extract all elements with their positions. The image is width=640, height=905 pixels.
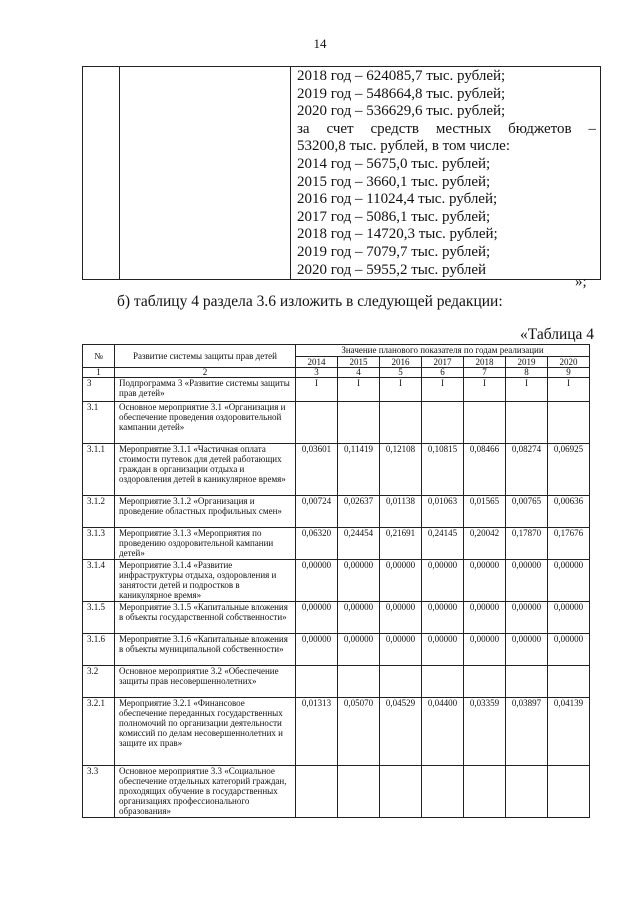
indicator-value <box>422 666 464 698</box>
indicator-value <box>422 766 464 818</box>
indicator-value: 0,00000 <box>296 560 338 602</box>
indicator-value <box>296 402 338 444</box>
row-name: Основное мероприятие 3.2 «Обеспечение защиты прав несовершеннолетних» <box>115 666 296 698</box>
funding-line: за счет средств местных бюджетов – <box>297 120 596 137</box>
funding-line: 2020 год – 536629,6 тыс. рублей; <box>297 103 506 120</box>
row-number: 3.1.5 <box>83 602 115 634</box>
indicator-value: 0,00000 <box>464 634 506 666</box>
indicator-value <box>296 766 338 818</box>
indicator-value <box>548 766 590 818</box>
indicator-value: 0,10815 <box>422 444 464 496</box>
column-index: 9 <box>548 368 590 378</box>
indicator-value <box>338 766 380 818</box>
column-index: 6 <box>422 368 464 378</box>
indicator-value: 0,00636 <box>548 496 590 528</box>
indicator-value: 0,00000 <box>338 634 380 666</box>
table-row <box>83 402 590 444</box>
indicator-value: I <box>548 378 590 402</box>
header-year: 2020 <box>548 357 590 368</box>
indicator-value: I <box>422 378 464 402</box>
indicator-value: I <box>296 378 338 402</box>
header-year: 2014 <box>296 357 338 368</box>
table-row <box>83 666 590 698</box>
row-name: Мероприятие 3.1.5 «Капитальные вложения в объекты государственной собственности» <box>115 602 296 634</box>
indicator-value: 0,00000 <box>548 634 590 666</box>
indicator-value: 0,21691 <box>380 528 422 560</box>
indicator-value: 0,01063 <box>422 496 464 528</box>
funding-line: 2017 год – 5086,1 тыс. рублей; <box>297 208 491 225</box>
indicator-value: 0,04400 <box>422 698 464 766</box>
table-row <box>83 602 590 634</box>
indicator-value <box>548 402 590 444</box>
indicator-value: 0,00000 <box>296 634 338 666</box>
indicator-value: 0,00000 <box>338 602 380 634</box>
row-name: Мероприятие 3.1.3 «Мероприятия по проведению оздоровительной кампании детей» <box>115 528 296 560</box>
indicator-value: I <box>380 378 422 402</box>
indicator-value <box>338 666 380 698</box>
row-number: 3.2 <box>83 666 115 698</box>
amendment-paragraph: б) таблицу 4 раздела 3.6 изложить в следующей редакции: <box>117 293 503 310</box>
row-number: 3.1.6 <box>83 634 115 666</box>
row-name: Мероприятие 3.1.4 «Развитие инфраструктуры отдыха, оздоровления и занятости детей и подростков в каникулярное время» <box>115 560 296 602</box>
indicator-value: 0,00765 <box>506 496 548 528</box>
funding-line: 2014 год – 5675,0 тыс. рублей; <box>297 155 491 172</box>
header-year: 2015 <box>338 357 380 368</box>
indicator-value: 0,00000 <box>506 560 548 602</box>
indicator-value <box>338 402 380 444</box>
indicator-value <box>380 766 422 818</box>
row-name: Подпрограмма 3 «Развитие системы защиты прав детей» <box>115 378 296 402</box>
indicator-table <box>82 344 590 818</box>
column-index: 1 <box>83 368 115 378</box>
row-number: 3.3 <box>83 766 115 818</box>
indicator-value: 0,00000 <box>464 560 506 602</box>
funding-line: 2019 год – 7079,7 тыс. рублей; <box>297 243 491 260</box>
column-index-row <box>83 368 590 378</box>
column-index: 2 <box>115 368 296 378</box>
indicator-value <box>464 766 506 818</box>
funding-line: 2020 год – 5955,2 тыс. рублей <box>297 261 487 278</box>
table-row <box>83 634 590 666</box>
row-name: Основное мероприятие 3.3 «Социальное обеспечение отдельных категорий граждан, проходящих обучение в государственных организациях профессионального образования» <box>115 766 296 818</box>
indicator-value: 0,00000 <box>380 602 422 634</box>
row-number: 3.1.2 <box>83 496 115 528</box>
header-year: 2017 <box>422 357 464 368</box>
indicator-value: 0,17676 <box>548 528 590 560</box>
indicator-value: 0,03601 <box>296 444 338 496</box>
column-index: 3 <box>296 368 338 378</box>
row-name: Мероприятие 3.2.1 «Финансовое обеспечение переданных государственных полномочий по организации деятельности комиссий по делам несовершеннолетних и защите их прав» <box>115 698 296 766</box>
indicator-value: 0,04529 <box>380 698 422 766</box>
continuation-table <box>82 66 601 280</box>
indicator-value: 0,08466 <box>464 444 506 496</box>
closing-quote: »; <box>575 274 587 290</box>
row-name: Основное мероприятие 3.1 «Организация и обеспечение проведения оздоровительной кампании детей» <box>115 402 296 444</box>
funding-line: 53200,8 тыс. рублей, в том числе: <box>297 138 511 155</box>
continuation-cell-text <box>291 67 601 280</box>
indicator-value <box>506 402 548 444</box>
indicator-value: 0,06925 <box>548 444 590 496</box>
indicator-value: 0,06320 <box>296 528 338 560</box>
header-years-group: Значение планового показателя по годам реализации <box>296 345 590 357</box>
row-name: Мероприятие 3.1.1 «Частичная оплата стоимости путевок для детей работающих граждан в организации отдыха и оздоровления детей в каникулярное время» <box>115 444 296 496</box>
table-title: «Таблица 4 <box>520 326 595 343</box>
table-row <box>83 444 590 496</box>
indicator-value: 0,24454 <box>338 528 380 560</box>
indicator-value: 0,00000 <box>548 560 590 602</box>
row-name: Мероприятие 3.1.6 «Капитальные вложения в объекты муниципальной собственности» <box>115 634 296 666</box>
indicator-value: 0,00000 <box>506 602 548 634</box>
funding-line: 2018 год – 624085,7 тыс. рублей; <box>297 68 506 84</box>
indicator-value <box>380 402 422 444</box>
indicator-value <box>380 666 422 698</box>
row-number: 3.1 <box>83 402 115 444</box>
column-index: 8 <box>506 368 548 378</box>
row-name: Мероприятие 3.1.2 «Организация и проведение областных профильных смен» <box>115 496 296 528</box>
header-name: Развитие системы защиты прав детей <box>115 345 296 368</box>
table-row <box>83 378 590 402</box>
indicator-value <box>464 402 506 444</box>
funding-line: 2018 год – 14720,3 тыс. рублей; <box>297 226 498 243</box>
indicator-value: 0,00000 <box>506 634 548 666</box>
indicator-value: 0,00000 <box>338 560 380 602</box>
indicator-value <box>422 402 464 444</box>
page-number: 14 <box>313 36 327 51</box>
indicator-value: 0,08274 <box>506 444 548 496</box>
continuation-cell-number <box>83 67 120 280</box>
table-row <box>83 560 590 602</box>
indicator-value: 0,00000 <box>380 634 422 666</box>
indicator-value: 0,20042 <box>464 528 506 560</box>
indicator-value: 0,00724 <box>296 496 338 528</box>
indicator-value: 0,03359 <box>464 698 506 766</box>
indicator-value: 0,00000 <box>548 602 590 634</box>
table-row <box>83 528 590 560</box>
indicator-value: 0,03897 <box>506 698 548 766</box>
table-row <box>83 766 590 818</box>
funding-line: 2016 год – 11024,4 тыс. рублей; <box>297 191 498 208</box>
column-index: 5 <box>380 368 422 378</box>
indicator-value: I <box>506 378 548 402</box>
indicator-value <box>506 766 548 818</box>
indicator-value <box>464 666 506 698</box>
indicator-value: 0,00000 <box>422 560 464 602</box>
header-year: 2019 <box>506 357 548 368</box>
continuation-cell-name <box>120 67 291 280</box>
header-number: № <box>83 345 115 368</box>
column-index: 4 <box>338 368 380 378</box>
funding-line: 2019 год – 548664,8 тыс. рублей; <box>297 85 506 102</box>
indicator-value <box>548 666 590 698</box>
indicator-value: 0,00000 <box>380 560 422 602</box>
indicator-value: 0,01138 <box>380 496 422 528</box>
indicator-value: I <box>464 378 506 402</box>
row-number: 3.1.1 <box>83 444 115 496</box>
indicator-value: 0,04139 <box>548 698 590 766</box>
indicator-value: I <box>338 378 380 402</box>
indicator-value: 0,00000 <box>296 602 338 634</box>
indicator-value: 0,05070 <box>338 698 380 766</box>
indicator-value <box>506 666 548 698</box>
row-number: 3 <box>83 378 115 402</box>
indicator-value: 0,01313 <box>296 698 338 766</box>
row-number: 3.1.4 <box>83 560 115 602</box>
indicator-value: 0,00000 <box>464 602 506 634</box>
indicator-value: 0,11419 <box>338 444 380 496</box>
column-index: 7 <box>464 368 506 378</box>
indicator-value <box>296 666 338 698</box>
indicator-value: 0,12108 <box>380 444 422 496</box>
indicator-value: 0,00000 <box>422 602 464 634</box>
indicator-value: 0,02637 <box>338 496 380 528</box>
indicator-value: 0,00000 <box>422 634 464 666</box>
indicator-value: 0,01565 <box>464 496 506 528</box>
table-row <box>83 496 590 528</box>
funding-line: 2015 год – 3660,1 тыс. рублей; <box>297 173 491 190</box>
header-year: 2016 <box>380 357 422 368</box>
row-number: 3.1.3 <box>83 528 115 560</box>
indicator-value: 0,17870 <box>506 528 548 560</box>
indicator-value: 0,24145 <box>422 528 464 560</box>
header-year: 2018 <box>464 357 506 368</box>
table-row <box>83 698 590 766</box>
row-number: 3.2.1 <box>83 698 115 766</box>
